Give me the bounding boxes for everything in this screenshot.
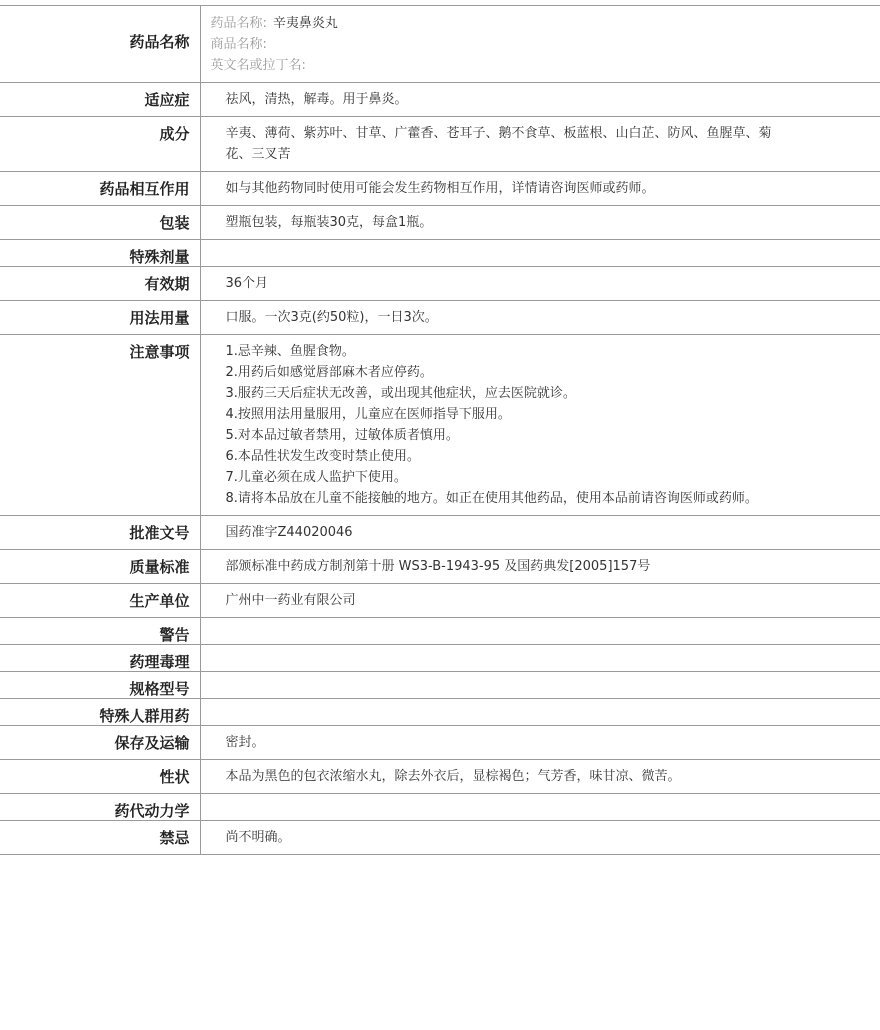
precaution-item: 5.对本品过敏者禁用，过敏体质者慎用。 [225, 428, 459, 443]
precaution-item: 8.请将本品放在儿童不能接触的地方。如正在使用其他药品，使用本品前请咨询医师或药师。 [225, 491, 758, 506]
value-specification [200, 672, 880, 699]
precaution-item: 7.儿童必须在成人监护下使用。 [225, 470, 407, 485]
value-precautions [200, 335, 880, 516]
row-pharmacokinetics [0, 794, 880, 821]
value-usage: 口服。一次3克(约50粒)，一日3次。 [200, 301, 880, 335]
label-quality-standard: 质量标准 [0, 550, 200, 584]
generic-name-key: 药品名称: [210, 16, 267, 31]
drug-info-table [0, 5, 880, 855]
value-special-population [200, 699, 880, 726]
trade-name-key: 商品名称: [210, 37, 267, 52]
row-approval-number [0, 516, 880, 550]
label-special-population: 特殊人群用药 [0, 699, 200, 726]
label-storage-transport: 保存及运输 [0, 726, 200, 760]
label-appearance: 性状 [0, 760, 200, 794]
label-manufacturer: 生产单位 [0, 584, 200, 618]
label-ingredients: 成分 [0, 117, 200, 172]
english-name-key: 英文名或拉丁名: [210, 58, 306, 73]
value-manufacturer: 广州中一药业有限公司 [200, 584, 880, 618]
trade-name-line [211, 34, 871, 55]
label-usage: 用法用量 [0, 301, 200, 335]
row-contraindications [0, 821, 880, 855]
label-shelf-life: 有效期 [0, 267, 200, 301]
row-precautions [0, 335, 880, 516]
label-precautions: 注意事项 [0, 335, 200, 516]
label-specification: 规格型号 [0, 672, 200, 699]
precaution-item: 4.按照用法用量服用，儿童应在医师指导下服用。 [225, 407, 511, 422]
label-indication: 适应症 [0, 83, 200, 117]
row-manufacturer [0, 584, 880, 618]
value-storage-transport: 密封。 [200, 726, 880, 760]
value-approval-number: 国药准字Z44020046 [200, 516, 880, 550]
label-pharmacology-toxicology: 药理毒理 [0, 645, 200, 672]
generic-name-line [211, 13, 871, 34]
precaution-item: 3.服药三天后症状无改善，或出现其他症状，应去医院就诊。 [225, 386, 576, 401]
label-approval-number: 批准文号 [0, 516, 200, 550]
label-interactions: 药品相互作用 [0, 172, 200, 206]
value-indication: 祛风，清热，解毒。用于鼻炎。 [200, 83, 880, 117]
row-quality-standard [0, 550, 880, 584]
value-shelf-life: 36个月 [200, 267, 880, 301]
label-special-dosage: 特殊剂量 [0, 240, 200, 267]
row-indication [0, 83, 880, 117]
row-special-dosage [0, 240, 880, 267]
label-pharmacokinetics: 药代动力学 [0, 794, 200, 821]
row-usage [0, 301, 880, 335]
value-quality-standard: 部颁标准中药成方制剂第十册 WS3-B-1943-95 及国药典发[2005]157号 [200, 550, 880, 584]
value-ingredients: 辛夷、薄荷、紫苏叶、甘草、广藿香、苍耳子、鹅不食草、板蓝根、山白芷、防风、鱼腥草、菊花、三叉苦 [200, 117, 880, 172]
english-name-line [211, 55, 871, 76]
row-specification [0, 672, 880, 699]
value-pharmacology-toxicology [200, 645, 880, 672]
row-warning [0, 618, 880, 645]
precaution-item: 2.用药后如感觉唇部麻木者应停药。 [225, 365, 433, 380]
value-appearance: 本品为黑色的包衣浓缩水丸，除去外衣后，显棕褐色；气芳香，味甘凉、微苦。 [200, 760, 880, 794]
value-packaging: 塑瓶包装，每瓶装30克，每盒1瓶。 [200, 206, 880, 240]
value-contraindications: 尚不明确。 [200, 821, 880, 855]
value-pharmacokinetics [200, 794, 880, 821]
row-shelf-life [0, 267, 880, 301]
label-packaging: 包装 [0, 206, 200, 240]
label-drug-name: 药品名称 [0, 6, 200, 83]
precaution-item: 6.本品性状发生改变时禁止使用。 [225, 449, 420, 464]
value-drug-name-block [200, 6, 880, 83]
row-pharmacology-toxicology [0, 645, 880, 672]
label-warning: 警告 [0, 618, 200, 645]
row-ingredients [0, 117, 880, 172]
value-warning [200, 618, 880, 645]
generic-name-value: 辛夷鼻炎丸 [272, 16, 338, 31]
row-drug-name [0, 6, 880, 83]
row-storage-transport [0, 726, 880, 760]
precaution-item: 1.忌辛辣、鱼腥食物。 [225, 344, 355, 359]
row-special-population [0, 699, 880, 726]
label-contraindications: 禁忌 [0, 821, 200, 855]
value-special-dosage [200, 240, 880, 267]
value-interactions: 如与其他药物同时使用可能会发生药物相互作用，详情请咨询医师或药师。 [200, 172, 880, 206]
row-interactions [0, 172, 880, 206]
row-packaging [0, 206, 880, 240]
row-appearance [0, 760, 880, 794]
